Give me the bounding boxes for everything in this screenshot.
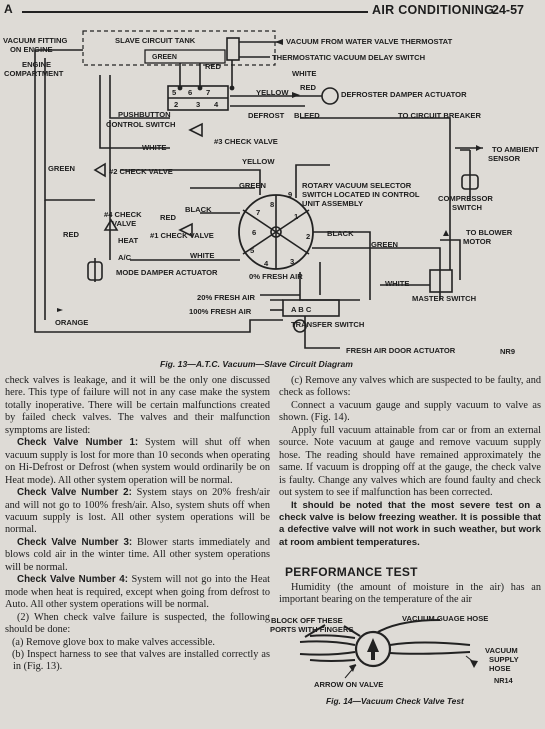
rotary-port-number: 9 bbox=[288, 190, 293, 199]
label-fresh-air-20: 20% FRESH AIR bbox=[197, 293, 255, 302]
label-vacuum-fitting: VACUUM FITTING bbox=[3, 36, 68, 45]
figure-code-nr9: NR9 bbox=[500, 347, 516, 356]
heading-check-valve-3: Check Valve Number 3: bbox=[17, 536, 133, 548]
label-slave-circuit-tank: SLAVE CIRCUIT TANK bbox=[115, 36, 196, 45]
label-control-switch: CONTROL SWITCH bbox=[106, 120, 176, 129]
label-defrost: DEFROST bbox=[248, 111, 285, 120]
paragraph-apply-vacuum: Apply full vacuum attainable from car or from an external source. Note vacuum at gauge and remove vacuum supply hose. The reading should have remained approximately the same. If vacuum is dropping off at the gauge, the check valve is faulty. Change any valves which are found faulty and check out system to see if malfunction has been corrected. bbox=[279, 424, 541, 499]
label-red-top: RED bbox=[205, 62, 222, 71]
text-check-valve-3: Blower starts immediately and blows cold air in the winter time. All other system operations will be normal. bbox=[5, 536, 271, 573]
figure-code-nr14: NR14 bbox=[494, 676, 513, 685]
paragraph-step-a: (a) Remove glove box to make valves accessible. bbox=[12, 636, 216, 648]
label-green-right: GREEN bbox=[371, 240, 399, 249]
rotary-port-number: 6 bbox=[252, 228, 257, 237]
rotary-port-number: 7 bbox=[256, 208, 261, 217]
label-check-valve-2: #2 CHECK VALVE bbox=[109, 167, 173, 176]
rotary-port-number: 4 bbox=[264, 259, 269, 268]
label-to-circuit-breaker: TO CIRCUIT BREAKER bbox=[398, 111, 481, 120]
paragraph-freezing-note: It should be noted that the most severe test on a check valve is below freezing weather. It is possible that a defective valve will not work in such weather, but work at room ambient temperatures. bbox=[279, 499, 541, 548]
label-to-ambient: TO AMBIENT bbox=[492, 145, 539, 154]
label-master-switch: MASTER SWITCH bbox=[412, 294, 477, 303]
paragraph-humidity: Humidity (the amount of moisture in the air) has an important bearing on the temperature of the air bbox=[279, 582, 541, 606]
label-white-center: WHITE bbox=[190, 251, 215, 260]
heading-check-valve-2: Check Valve Number 2: bbox=[17, 487, 132, 499]
label-arrow-on-valve: ARROW ON VALVE bbox=[314, 680, 384, 689]
label-heat: HEAT bbox=[118, 236, 139, 245]
heading-check-valve-4: Check Valve Number 4: bbox=[17, 574, 128, 586]
label-fresh-air-100: 100% FRESH AIR bbox=[189, 307, 252, 316]
rotary-port-number: 5 bbox=[250, 246, 255, 255]
label-white-mid: WHITE bbox=[142, 143, 167, 152]
label-block-off-ports-1: BLOCK OFF THESE bbox=[271, 616, 343, 625]
paragraph-step-2: (2) When check valve failure is suspected, the following should be done: bbox=[5, 611, 270, 636]
label-red-left: RED bbox=[63, 230, 80, 239]
port-number: 7 bbox=[206, 88, 211, 97]
text-check-valve-2: System stays on 20% fresh/air and will not go to 100% fresh/air. Also, system shuts off when vacuum supply is lost. All other system operations will be normal. bbox=[5, 487, 270, 536]
label-white-top: WHITE bbox=[292, 69, 317, 78]
label-yellow-top: YELLOW bbox=[256, 88, 289, 97]
label-red-mid: RED bbox=[300, 83, 317, 92]
paragraph-connect-gauge: Connect a vacuum gauge and supply vacuum to valve as shown. (Fig. 14). bbox=[279, 399, 541, 424]
label-green-top: GREEN bbox=[152, 54, 177, 61]
page-number: 24-57 bbox=[492, 3, 524, 17]
rotary-port-number: 2 bbox=[306, 232, 311, 241]
header-title: AIR CONDITIONING bbox=[372, 3, 495, 17]
label-vacuum-supply-2: SUPPLY bbox=[489, 655, 519, 664]
label-rotary-selector-1: ROTARY VACUUM SELECTOR bbox=[302, 181, 412, 190]
label-mode-damper-actuator: MODE DAMPER ACTUATOR bbox=[116, 268, 218, 277]
port-number: 2 bbox=[174, 100, 179, 109]
label-black-mid: BLACK bbox=[185, 205, 212, 214]
label-compressor: COMPRESSOR bbox=[438, 194, 493, 203]
label-check-valve-4b: VALVE bbox=[112, 219, 137, 228]
paragraph-step-b: (b) Inspect harness to see that valves are installed correctly as in (Fig. 13). bbox=[12, 648, 270, 673]
label-compartment: COMPARTMENT bbox=[4, 69, 64, 78]
label-rotary-selector-2: SWITCH LOCATED IN CONTROL bbox=[302, 190, 420, 199]
label-ac: A/C bbox=[118, 253, 132, 262]
label-red-center: RED bbox=[160, 213, 177, 222]
paragraph-step-c: (c) Remove any valves which are suspected to be faulty, and check as follows: bbox=[279, 375, 541, 399]
label-thermostatic-delay-switch: THERMOSTATIC VACUUM DELAY SWITCH bbox=[272, 53, 426, 62]
port-number: 5 bbox=[172, 88, 177, 97]
label-check-valve-3: #3 CHECK VALVE bbox=[214, 137, 278, 146]
rotary-port-number: 1 bbox=[294, 212, 299, 221]
paragraph-check-valves-intro: check valves is leakage, and it will be the only one discussed here. This type of failure will not in any case make the system totally inoperative. There will be certain malfunctions created by failed check valves. The valves and their malfunction symptoms are listed: bbox=[5, 375, 270, 436]
label-rotary-selector-3: UNIT ASSEMBLY bbox=[302, 199, 364, 208]
rotary-port-number: 3 bbox=[290, 257, 295, 266]
label-bleed: BLEED bbox=[294, 111, 320, 120]
label-sensor: SENSOR bbox=[488, 154, 521, 163]
port-number: 3 bbox=[196, 100, 201, 109]
heading-performance-test: PERFORMANCE TEST bbox=[285, 565, 418, 579]
port-number: 6 bbox=[188, 88, 193, 97]
label-transfer-switch: TRANSFER SWITCH bbox=[291, 320, 365, 329]
label-compressor-switch: SWITCH bbox=[452, 203, 482, 212]
label-motor: MOTOR bbox=[463, 237, 492, 246]
figure-14-caption: Fig. 14—Vacuum Check Valve Test bbox=[326, 696, 464, 706]
header-section-mark: A bbox=[4, 2, 13, 16]
port-number: 4 bbox=[214, 100, 219, 109]
label-white-right: WHITE bbox=[385, 279, 410, 288]
label-check-valve-4a: #4 CHECK bbox=[104, 210, 142, 219]
label-fresh-air-door-actuator: FRESH AIR DOOR ACTUATOR bbox=[346, 346, 456, 355]
label-fresh-air-0: 0% FRESH AIR bbox=[249, 272, 303, 281]
label-vacuum-supply-3: HOSE bbox=[489, 664, 511, 673]
label-defroster-damper-actuator: DEFROSTER DAMPER ACTUATOR bbox=[341, 90, 467, 99]
rotary-port-number: 8 bbox=[270, 200, 275, 209]
label-orange: ORANGE bbox=[55, 318, 89, 327]
label-vacuum-supply-1: VACUUM bbox=[485, 646, 518, 655]
label-green-left: GREEN bbox=[48, 164, 76, 173]
label-pushbutton: PUSHBUTTON bbox=[118, 110, 171, 119]
label-yellow-mid: YELLOW bbox=[242, 157, 275, 166]
heading-check-valve-1: Check Valve Number 1: bbox=[17, 437, 139, 449]
label-engine: ENGINE bbox=[22, 60, 52, 69]
text-check-valve-1: System will shut off when vacuum supply is lost for more than 10 seconds when operating on Hi-Defrost or Defrost (when system would ordinarily be on Heat mode). All other system operation will be normal. bbox=[5, 437, 270, 486]
figure-13-caption: Fig. 13—A.T.C. Vacuum—Slave Circuit Diagram bbox=[160, 359, 353, 369]
text-check-valve-4: System will not go into the Heat mode when heat is required, except when going from defrost to Auto. All other system operations will be normal. bbox=[5, 574, 270, 611]
label-check-valve-1: #1 CHECK VALVE bbox=[150, 231, 214, 240]
label-black-right: BLACK bbox=[327, 229, 354, 238]
label-vacuum-gauge-hose: VACUUM GUAGE HOSE bbox=[402, 614, 489, 623]
label-transfer-ports: A B C bbox=[291, 305, 312, 314]
label-vacuum-from-water-valve: VACUUM FROM WATER VALVE THERMOSTAT bbox=[286, 37, 453, 46]
label-on-engine: ON ENGINE bbox=[10, 45, 53, 54]
label-block-off-ports-2: PORTS WITH FINGERS bbox=[270, 625, 354, 634]
label-green-mid: GREEN bbox=[239, 181, 267, 190]
label-to-blower: TO BLOWER bbox=[466, 228, 513, 237]
